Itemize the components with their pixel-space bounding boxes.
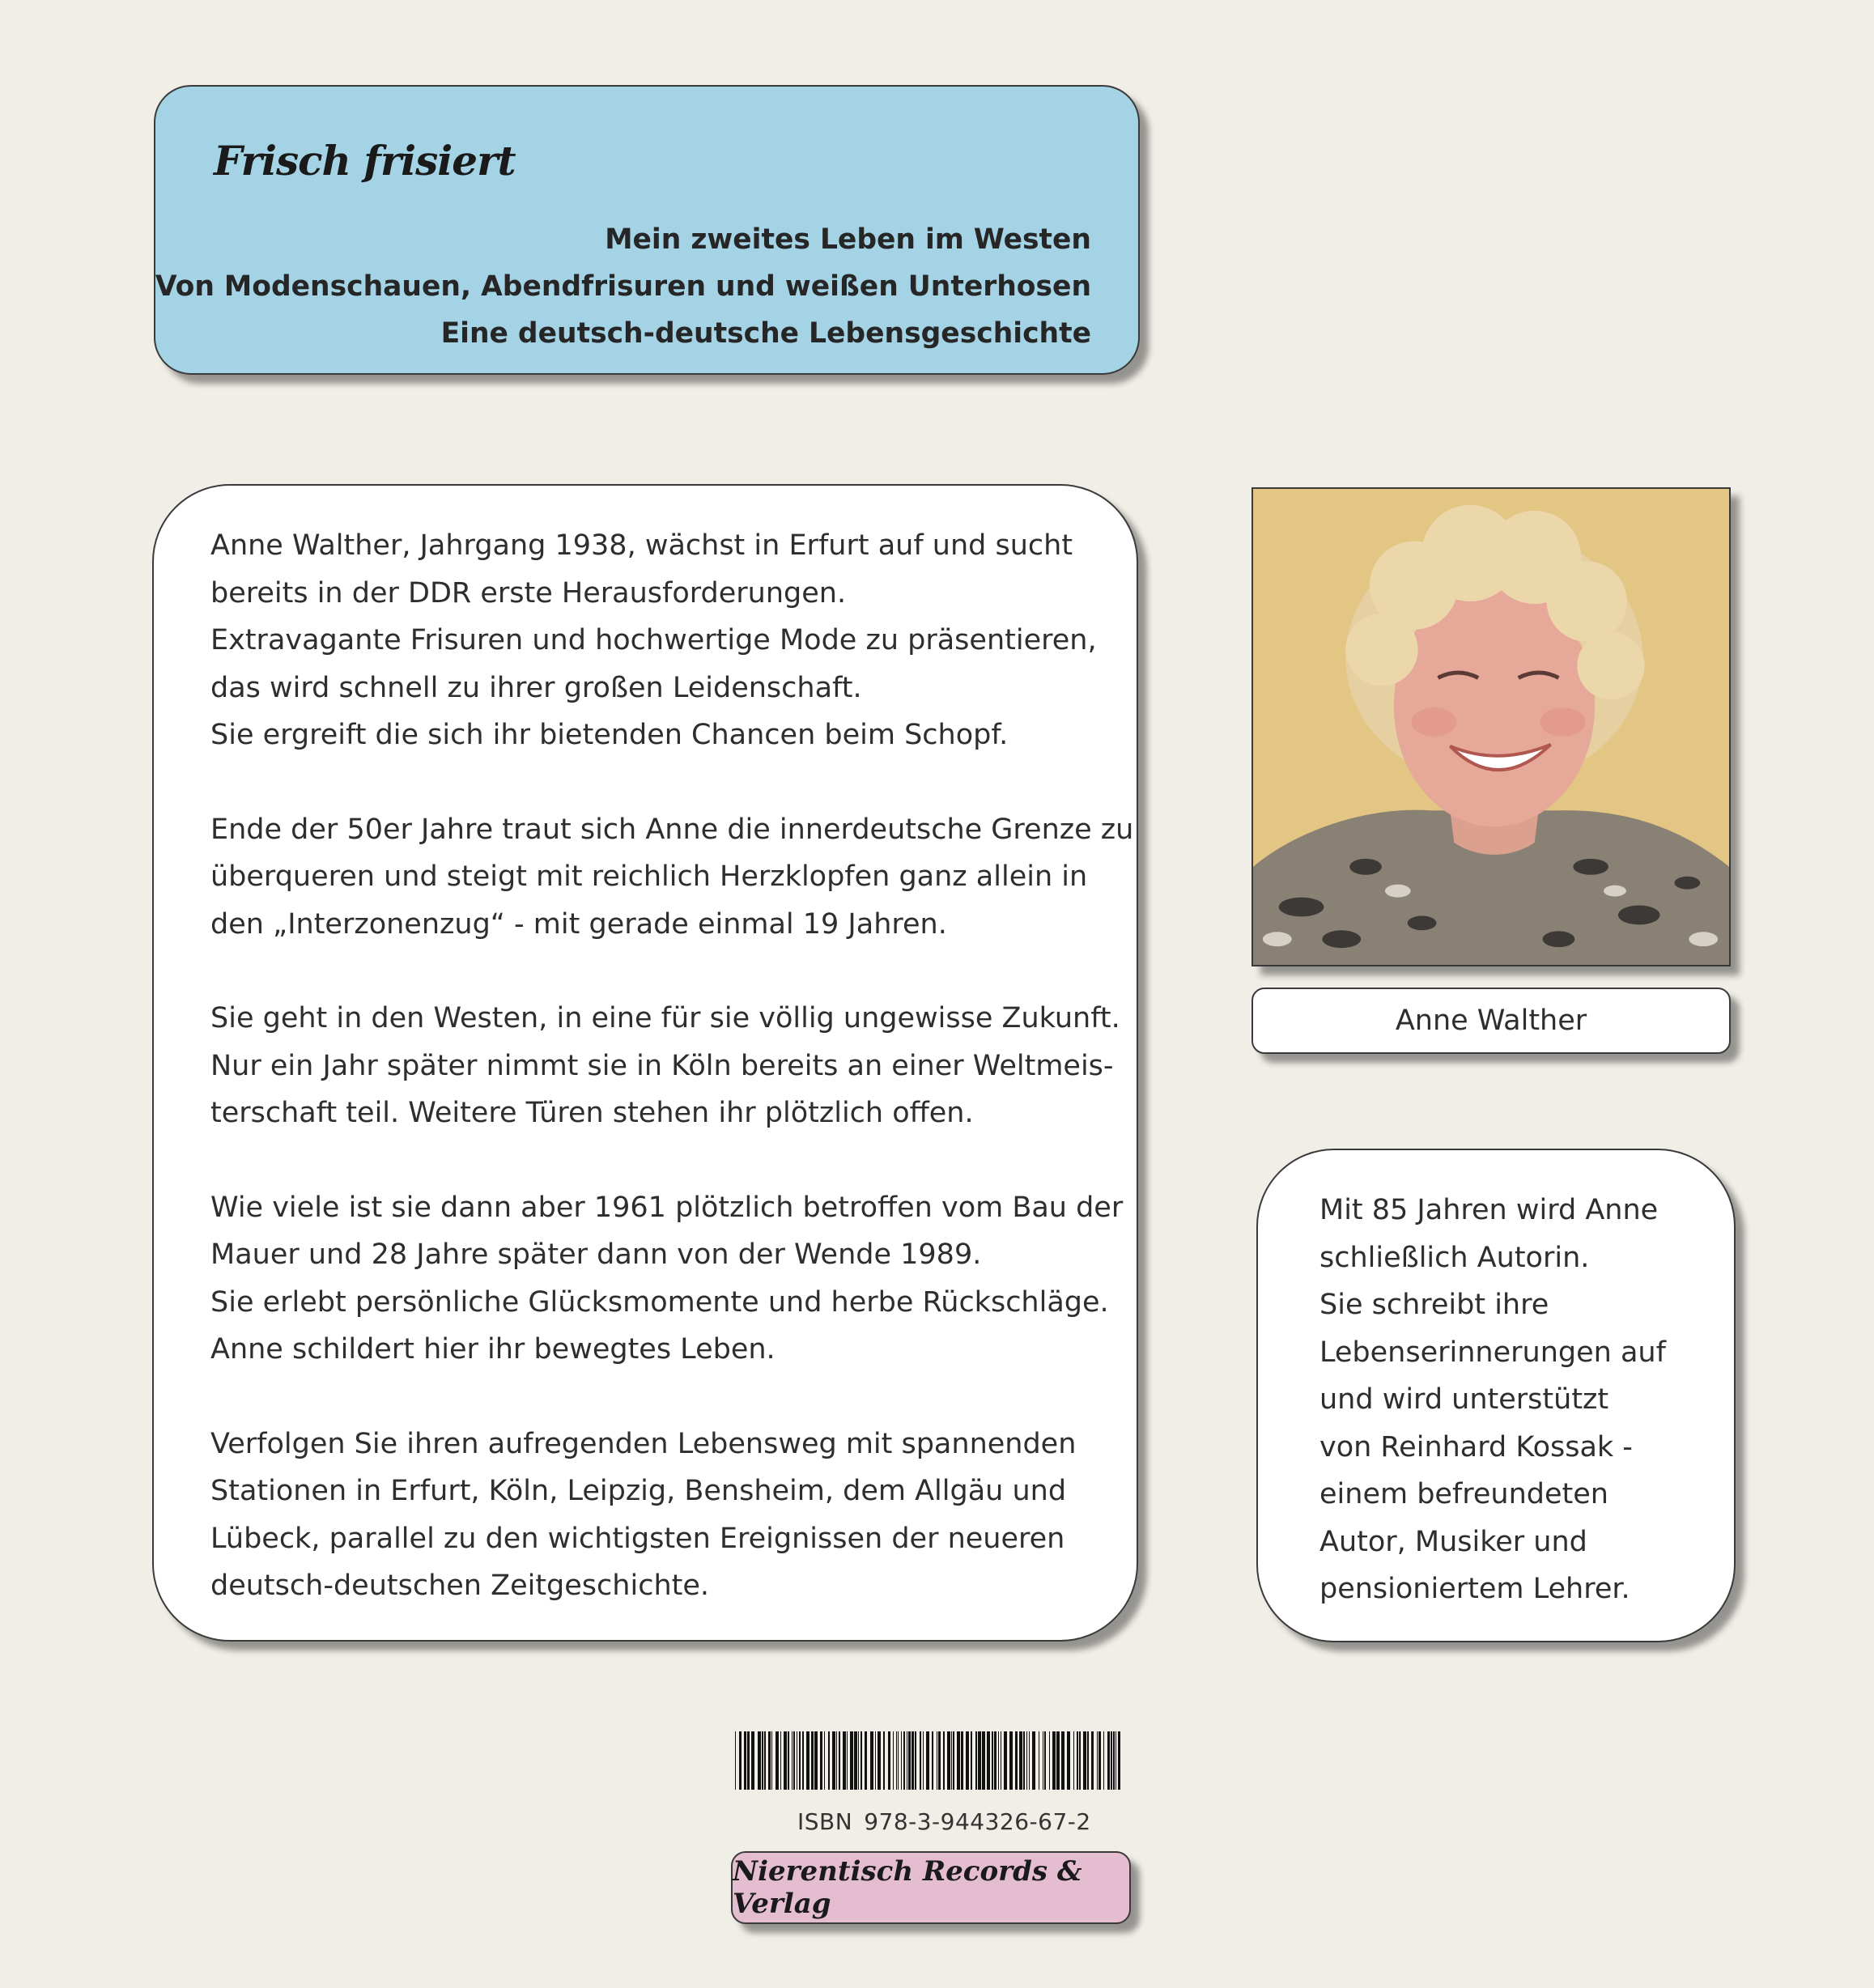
barcode-bar (1103, 1731, 1104, 1790)
blurb-text (210, 522, 1134, 1657)
barcode-bar (802, 1731, 804, 1790)
blurb-line: Extravagante Frisuren und hochwertige Mode zu präsentieren, (210, 624, 1097, 656)
barcode-bar (1118, 1731, 1120, 1790)
barcode-bar (847, 1731, 848, 1790)
publisher-card (731, 1851, 1131, 1924)
barcode-bar (854, 1731, 857, 1790)
blurb-paragraph (210, 522, 1097, 759)
blurb-paragraph (210, 1421, 1093, 1610)
photo-caption: Anne Walther (1395, 1005, 1587, 1037)
barcode-bar (920, 1731, 921, 1790)
barcode-bar (811, 1731, 814, 1790)
author-line: und wird unterstützt (1319, 1383, 1609, 1416)
barcode-bar (1004, 1731, 1007, 1790)
barcode-bar (1073, 1731, 1074, 1790)
barcode-bar (957, 1731, 960, 1790)
barcode-bar (1107, 1731, 1110, 1790)
blurb-line: Sie erlebt persönliche Glücksmomente und herbe Rückschläge. (210, 1285, 1109, 1319)
barcode-bar (799, 1731, 801, 1790)
isbn-label: ISBN (797, 1808, 853, 1835)
blurb-line: überqueren und steigt mit reichlich Herzklopfen ganz allein in (210, 860, 1088, 893)
barcode-bar (1091, 1731, 1094, 1790)
barcode-bar (832, 1731, 835, 1790)
barcode-bar (908, 1731, 911, 1790)
author-line: Sie schreibt ihre (1319, 1289, 1549, 1321)
blurb-line: Lübeck, parallel zu den wichtigsten Ereignissen der neueren (210, 1522, 1065, 1555)
barcode-bar (1052, 1731, 1056, 1790)
barcode-bar (1077, 1731, 1078, 1790)
subtitle-block (155, 216, 1091, 357)
barcode-bar (943, 1731, 945, 1790)
barcode-bar (1079, 1731, 1081, 1790)
barcode-bar (1032, 1731, 1035, 1790)
blurb-paragraph (210, 1184, 1124, 1374)
barcode-bar (824, 1731, 825, 1790)
barcode-bar (870, 1731, 873, 1790)
barcode-bar (751, 1731, 754, 1790)
barcode-bar (771, 1731, 772, 1790)
barcode-bar (888, 1731, 890, 1790)
barcode-bar (1019, 1731, 1022, 1790)
barcode-bar (735, 1731, 736, 1790)
subtitle-line: Eine deutsch-deutsche Lebensgeschichte (440, 317, 1091, 350)
barcode-bar (883, 1731, 885, 1790)
barcode-bar (792, 1731, 793, 1790)
blurb-line: Verfolgen Sie ihren aufregenden Lebensweg mit spannenden (210, 1427, 1077, 1460)
barcode-bar (953, 1731, 954, 1790)
blurb-line: Sie ergreift die sich ihr bietenden Chancen beim Schopf. (210, 719, 1009, 751)
barcode-bar (915, 1731, 916, 1790)
barcode-bar (843, 1731, 846, 1790)
author-line: Autor, Musiker und (1319, 1525, 1587, 1558)
isbn-number: 978-3-944326-67-2 (864, 1808, 1091, 1835)
author-photo (1251, 487, 1731, 966)
barcode-bar (806, 1731, 810, 1790)
blurb-line: terschaft teil. Weitere Türen stehen ihr plötzlich offen. (210, 1097, 974, 1129)
barcode-bar (814, 1731, 818, 1790)
barcode-bar (850, 1731, 853, 1790)
barcode-bar (1009, 1731, 1013, 1790)
barcode-bar (839, 1731, 840, 1790)
barcode-bar (994, 1731, 996, 1790)
series-title: Frisch frisiert (214, 137, 516, 185)
barcode-bar (776, 1731, 779, 1790)
barcode-bar (1067, 1731, 1070, 1790)
author-line: schließlich Autorin. (1319, 1241, 1590, 1274)
barcode-bar (932, 1731, 933, 1790)
barcode-bar (1097, 1731, 1098, 1790)
barcode-bar (764, 1731, 766, 1790)
barcode-bar (903, 1731, 905, 1790)
barcode-bar (865, 1731, 867, 1790)
blurb-line: Anne schildert hier ihr bewegtes Leben. (210, 1333, 776, 1366)
barcode-bar (793, 1731, 795, 1790)
blurb-line: Anne Walther, Jahrgang 1938, wächst in Erfurt auf und sucht (210, 529, 1073, 562)
photo-caption-card (1251, 988, 1731, 1054)
barcode-bar (1098, 1731, 1101, 1790)
barcode-bar (788, 1731, 789, 1790)
barcode-bar (739, 1731, 742, 1790)
publisher-name: Nierentisch Records & Verlag (733, 1855, 1082, 1920)
author-text (1319, 1187, 1666, 1613)
author-line: pensioniertem Lehrer. (1319, 1573, 1630, 1605)
barcode-bar (828, 1731, 830, 1790)
blurb-line: deutsch-deutschen Zeitgeschichte. (210, 1570, 710, 1602)
barcode-bar (938, 1731, 941, 1790)
barcode-bar (1023, 1731, 1025, 1790)
barcode-bar (992, 1731, 993, 1790)
blurb-card (152, 484, 1138, 1642)
title-card (154, 85, 1140, 375)
barcode-bar (975, 1731, 977, 1790)
blurb-paragraph (210, 995, 1120, 1137)
barcode-bar (971, 1731, 972, 1790)
blurb-line: Ende der 50er Jahre traut sich Anne die innerdeutsche Grenze zu (210, 813, 1134, 846)
barcode-bar (893, 1731, 894, 1790)
barcode-bar (768, 1731, 771, 1790)
barcode-bar (836, 1731, 837, 1790)
barcode-bar (898, 1731, 899, 1790)
barcode-bar (1087, 1731, 1089, 1790)
blurb-line: Wie viele ist sie dann aber 1961 plötzlich betroffen vom Bau der (210, 1191, 1124, 1224)
barcode-bar (861, 1731, 862, 1790)
barcode-bar (1015, 1731, 1018, 1790)
barcode-bar (1113, 1731, 1115, 1790)
portrait-illustration (1253, 489, 1729, 965)
barcode-bar (926, 1731, 929, 1790)
barcode-bar (820, 1731, 822, 1790)
barcode-bar (784, 1731, 787, 1790)
barcode-bar (1061, 1731, 1064, 1790)
barcode-bar (947, 1731, 950, 1790)
blurb-line: bereits in der DDR erste Herausforderungen. (210, 576, 847, 610)
barcode-bar (901, 1731, 902, 1790)
author-line: einem befreundeten (1319, 1478, 1608, 1510)
barcode-bar (998, 1731, 999, 1790)
blurb-line: Stationen in Erfurt, Köln, Leipzig, Bensheim, dem Allgäu und (210, 1475, 1067, 1507)
blurb-line: Sie geht in den Westen, in eine für sie völlig ungewisse Zukunft. (210, 1002, 1120, 1034)
blurb-line: Nur ein Jahr später nimmt sie in Köln bereits an einer Weltmeis- (210, 1049, 1114, 1082)
barcode-bar (896, 1731, 897, 1790)
author-line: Mit 85 Jahren wird Anne (1319, 1194, 1659, 1226)
blurb-line: den „Interzonenzug“ - mit gerade einmal 19 Jahren. (210, 907, 947, 941)
barcode-bar (858, 1731, 859, 1790)
barcode-bar (1056, 1731, 1060, 1790)
barcode-bar (951, 1731, 952, 1790)
isbn (797, 1808, 1091, 1835)
barcode-bar (1044, 1731, 1046, 1790)
barcode (733, 1731, 1122, 1790)
barcode-bar (758, 1731, 761, 1790)
blurb-line: Mauer und 28 Jahre später dann von der Wende 1989. (210, 1238, 982, 1271)
barcode-bar (1026, 1731, 1027, 1790)
barcode-bar (966, 1731, 969, 1790)
barcode-bar (744, 1731, 746, 1790)
barcode-bar (747, 1731, 750, 1790)
subtitle-line: Mein zweites Leben im Westen (605, 223, 1091, 256)
author-info-card (1256, 1149, 1736, 1642)
barcode-bar (878, 1731, 881, 1790)
barcode-bar (780, 1731, 781, 1790)
barcode-bar (982, 1731, 985, 1790)
barcode-bar (961, 1731, 963, 1790)
subtitle-line: Von Modenschauen, Abendfrisuren und weißen Unterhosen (155, 270, 1091, 303)
author-line: von Reinhard Kossak - (1319, 1430, 1633, 1463)
blurb-paragraph (210, 806, 1134, 949)
author-line: Lebenserinnerungen auf (1319, 1336, 1666, 1369)
barcode-bar (1115, 1731, 1116, 1790)
barcode-bar (923, 1731, 924, 1790)
blurb-line: das wird schnell zu ihrer großen Leidenschaft. (210, 671, 862, 704)
barcode-bar (1083, 1731, 1086, 1790)
barcode-bar (762, 1731, 763, 1790)
barcode-bar (912, 1731, 914, 1790)
barcode-bar (987, 1731, 990, 1790)
barcode-bar (978, 1731, 981, 1790)
barcode-bar (1029, 1731, 1030, 1790)
barcode-bar (1111, 1731, 1112, 1790)
barcode-bar (1049, 1731, 1050, 1790)
barcode-bar (875, 1731, 876, 1790)
